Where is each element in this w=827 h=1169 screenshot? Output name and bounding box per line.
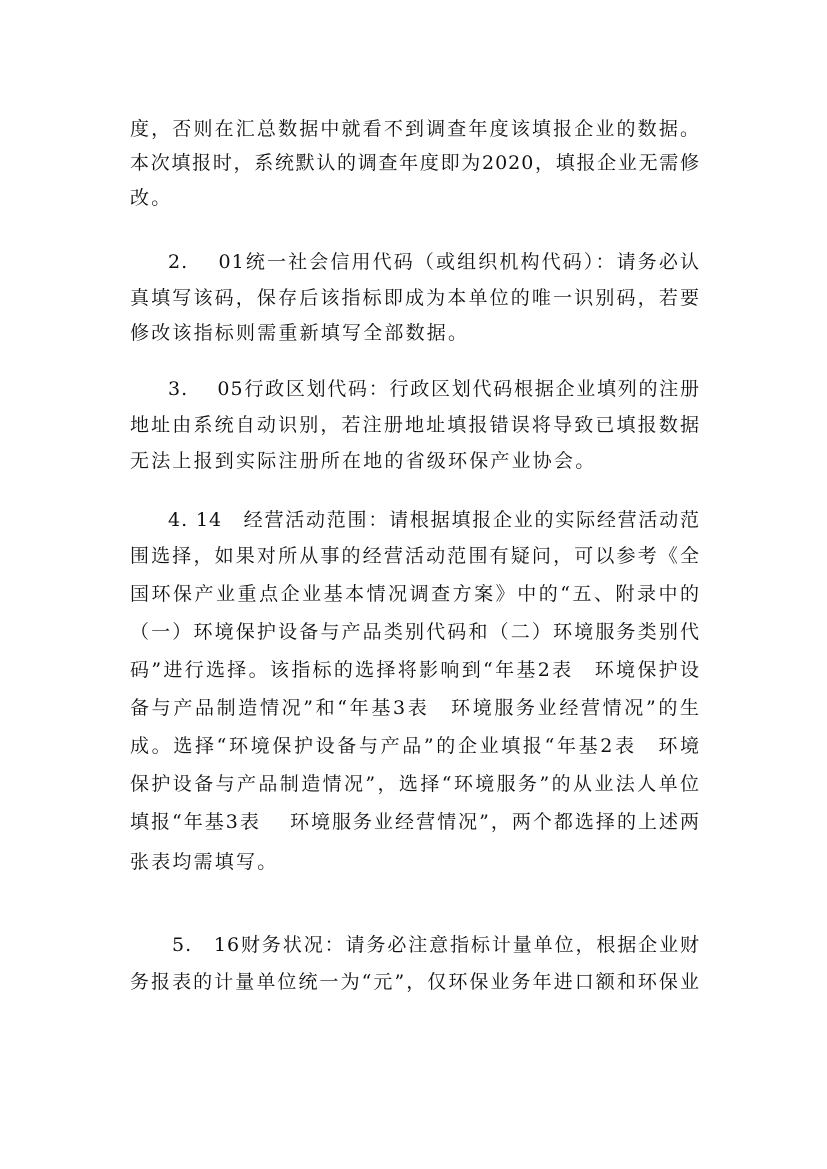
text-line: 修改该指标则需重新填写全部数据。 [130,322,470,344]
text-line: 保护设备与产品制造情况”，选择“环境服务”的从业法人单位 [130,773,700,795]
text-line: 真填写该码，保存后该指标即成为本单位的唯一识别码，若要 [130,287,700,309]
text-line: 本次填报时，系统默认的调查年度即为2020，填报企业无需修 [130,152,700,174]
text-line: 5. 16财务状况：请务必注意指标计量单位，根据企业财 [172,934,700,956]
text-line: 4. 14 经营活动范围：请根据填报企业的实际经营活动范 [168,509,700,531]
text-line: 国环保产业重点企业基本情况调查方案》中的“五、附录中的 [130,583,700,605]
text-line: 3. 05行政区划代码：行政区划代码根据企业填列的注册 [168,378,700,400]
text-line: 改。 [130,187,173,209]
text-line: 填报“年基3表 环境服务业经营情况”，两个都选择的上述两 [130,811,700,833]
text-line: 务报表的计量单位统一为“元”，仅环保业务年进口额和环保业 [130,971,700,993]
text-line: 地址由系统自动识别，若注册地址填报错误将导致已填报数据 [130,414,700,436]
text-line: 成。选择“环境保护设备与产品”的企业填报“年基2表 环境 [130,735,700,757]
text-line: 围选择，如果对所从事的经营活动范围有疑问，可以参考《全 [130,545,700,567]
text-line: 度，否则在汇总数据中就看不到调查年度该填报企业的数据。 [130,118,700,140]
text-line: 张表均需填写。 [130,851,279,873]
text-line: 2. 01统一社会信用代码（或组织机构代码）：请务必认 [168,251,700,273]
text-line: 无法上报到实际注册所在地的省级环保产业协会。 [130,450,597,472]
text-line: 码”进行选择。该指标的选择将影响到“年基2表 环境保护设 [130,659,700,681]
text-line: 备与产品制造情况”和“年基3表 环境服务业经营情况”的生 [130,697,700,719]
text-line: （一）环境保护设备与产品类别代码和（二）环境服务类别代 [130,621,700,643]
